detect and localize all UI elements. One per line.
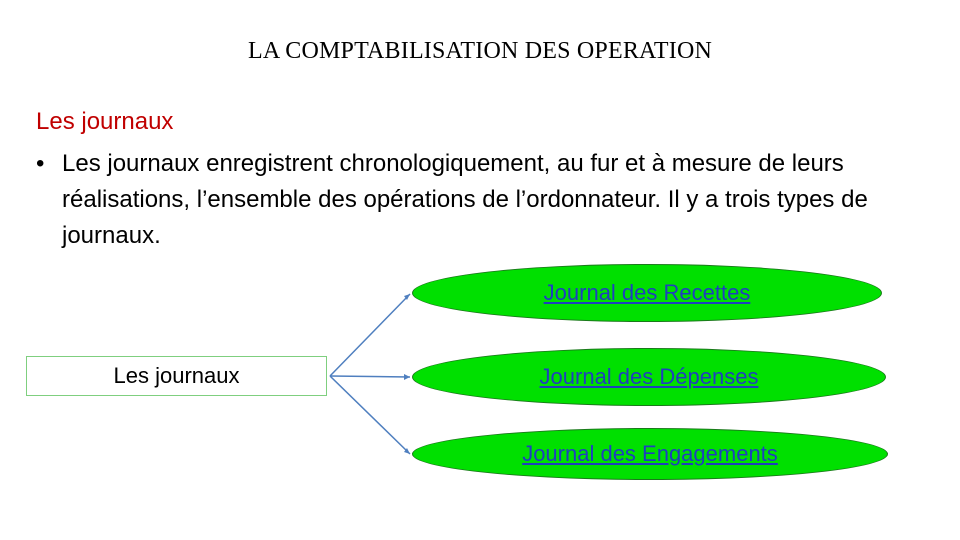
connector-top — [330, 294, 410, 376]
branch-depenses-link[interactable]: Journal des Dépenses — [539, 364, 759, 389]
branch-engagements[interactable] — [412, 428, 888, 480]
source-box — [26, 356, 327, 396]
source-label: Les journaux — [113, 363, 240, 388]
bullet-icon: • — [36, 150, 45, 177]
arrowhead-middle — [404, 374, 410, 380]
connector-middle — [330, 376, 410, 377]
slide-title: LA COMPTABILISATION DES OPERATION — [247, 38, 713, 64]
branch-recettes-link[interactable]: Journal des Recettes — [543, 280, 751, 305]
branch-engagements-link[interactable]: Journal des Engagements — [522, 441, 778, 466]
branch-recettes[interactable] — [412, 264, 882, 322]
connector-bottom — [330, 376, 410, 454]
section-heading: Les journaux — [36, 108, 174, 135]
bullet-text: Les journaux enregistrent chronologiquement, au fur et à mesure de leurs réalisations, l’ensemble des opérations de l’ordonnateur. Il y a trois types de journaux. — [62, 150, 868, 249]
branch-depenses[interactable] — [412, 348, 886, 406]
